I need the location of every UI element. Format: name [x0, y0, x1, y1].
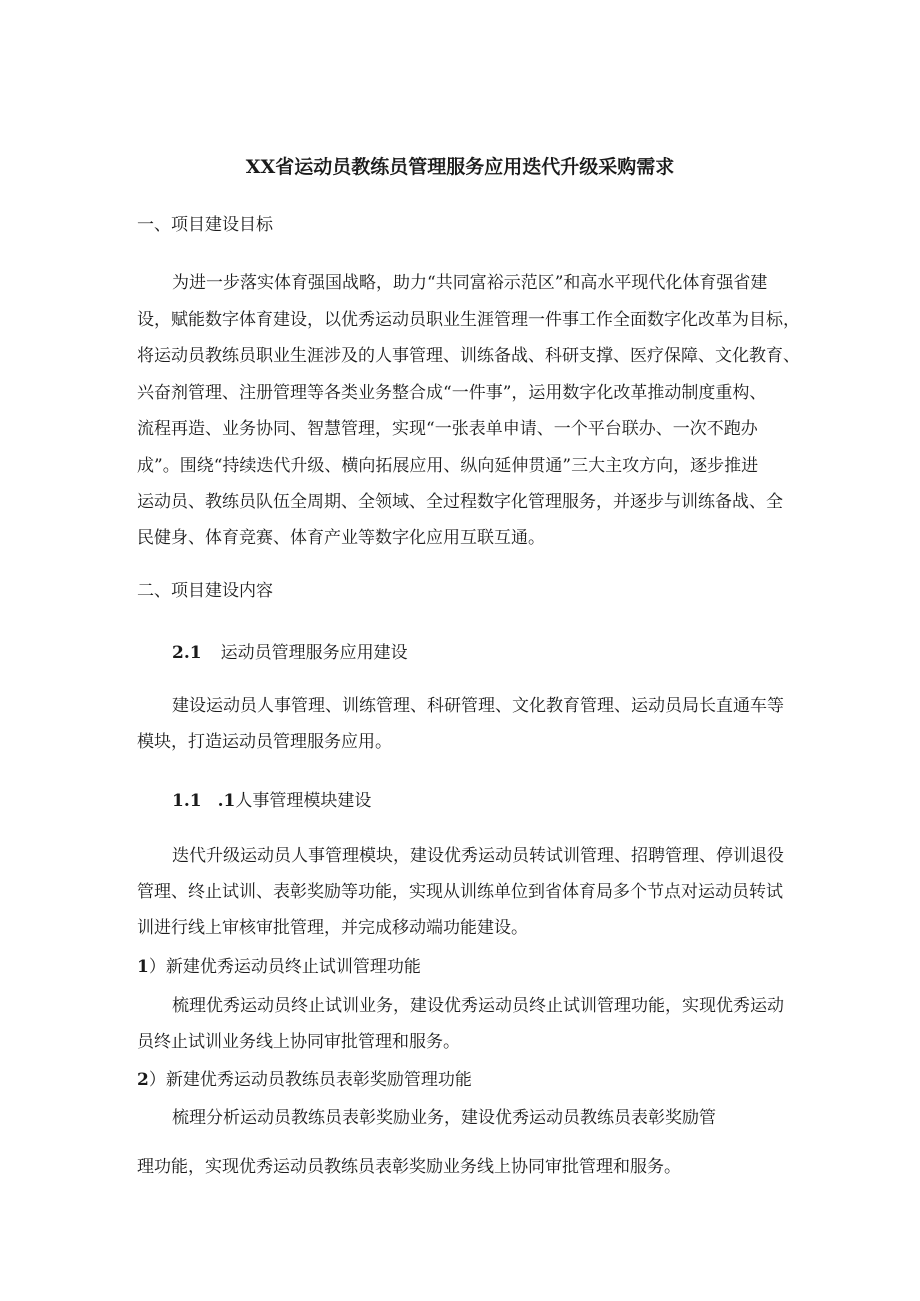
item-1-heading	[137, 956, 421, 978]
paragraph-line: 理功能，实现优秀运动员教练员表彰奖励业务线上协同审批管理和服务。	[137, 1157, 681, 1177]
section1-heading: 一、项目建设目标	[137, 215, 273, 235]
paragraph-line: 为进一步落实体育强国战略，助力“共同富裕示范区”和高水平现代化体育强省建	[172, 273, 768, 293]
item-paren: ）	[148, 957, 166, 977]
paragraph-line: 训进行线上审核审批管理，并完成移动端功能建设。	[137, 918, 528, 938]
document-title: XX省运动员教练员管理服务应用迭代升级采购需求	[245, 156, 675, 178]
paragraph-line: 成”。围绕“持续迭代升级、横向拓展应用、纵向延伸贯通”三大主攻方向，逐步推进	[137, 456, 759, 476]
item-2-heading	[137, 1069, 472, 1091]
subsection-title: 人事管理模块建设	[235, 791, 372, 811]
paragraph-line: 梳理优秀运动员终止试训业务，建设优秀运动员终止试训管理功能，实现优秀运动	[172, 996, 784, 1016]
paragraph-line: 民健身、体育竞赛、体育产业等数字化应用互联互通。	[137, 528, 545, 548]
paragraph-line: 将运动员教练员职业生涯涉及的人事管理、训练备战、科研支撑、医疗保障、文化教育、	[137, 346, 800, 366]
item-number: 1	[137, 957, 149, 977]
subsection-1-1-1-heading	[172, 790, 371, 812]
subsection-number: 2.1	[172, 643, 202, 663]
paragraph-line: 兴奋剂管理、注册管理等各类业务整合成“一件事”，运用数字化改革推动制度重构、	[137, 383, 767, 403]
paragraph-line: 梳理分析运动员教练员表彰奖励业务，建设优秀运动员教练员表彰奖励管	[172, 1108, 716, 1128]
item-title: 新建优秀运动员教练员表彰奖励管理功能	[165, 1070, 472, 1090]
paragraph-line: 模块，打造运动员管理服务应用。	[137, 732, 392, 752]
paragraph-line: 建设运动员人事管理、训练管理、科研管理、文化教育管理、运动员局长直通车等	[172, 696, 784, 716]
subsection-title: 运动员管理服务应用建设	[220, 643, 408, 663]
item-number: 2	[137, 1070, 149, 1090]
section2-heading: 二、项目建设内容	[137, 581, 273, 601]
paragraph-line: 流程再造、业务协同、智慧管理，实现“一张表单申请、一个平台联办、一次不跑办	[137, 419, 758, 439]
paragraph-line: 员终止试训业务线上协同审批管理和服务。	[137, 1032, 460, 1052]
subsection-number-suffix: .1	[217, 791, 236, 811]
paragraph-line: 管理、终止试训、表彰奖励等功能，实现从训练单位到省体育局多个节点对运动员转试	[137, 882, 783, 902]
paragraph-line: 迭代升级运动员人事管理模块，建设优秀运动员转试训管理、招聘管理、停训退役	[172, 846, 784, 866]
item-paren: ）	[148, 1070, 166, 1090]
subsection-number: 1.1	[172, 791, 202, 811]
paragraph-line: 设，赋能数字体育建设，以优秀运动员职业生涯管理一件事工作全面数字化改革为目标，	[137, 310, 800, 330]
subsection-2-1-heading	[172, 642, 408, 664]
paragraph-line: 运动员、教练员队伍全周期、全领域、全过程数字化管理服务，并逐步与训练备战、全	[137, 492, 783, 512]
item-title: 新建优秀运动员终止试训管理功能	[165, 957, 421, 977]
